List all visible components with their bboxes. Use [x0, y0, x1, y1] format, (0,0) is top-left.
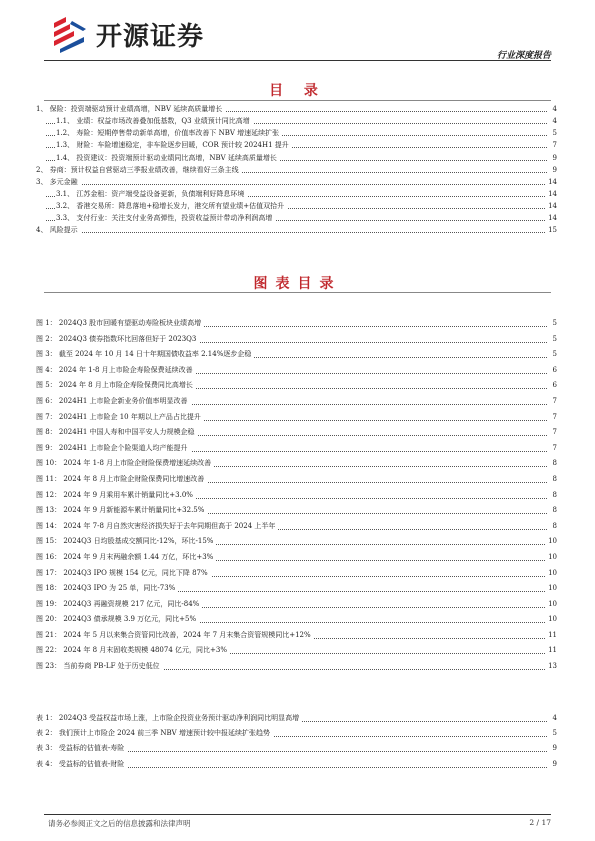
table-entry-page: 5 [550, 726, 557, 741]
header-divider [44, 60, 551, 61]
contents-title: 目 录 [269, 83, 326, 99]
footer-disclaimer: 请务必参阅正文之后的信息披露和法律声明 [48, 819, 191, 828]
figure-entry[interactable] [36, 347, 557, 363]
figure-entry[interactable] [36, 378, 557, 394]
figure-entry-page: 10 [545, 581, 557, 597]
figure-entry-label: 图 3： 截至 2024 年 10 月 14 日十年期国债收益率 2.14%逐步企稳 [36, 347, 254, 363]
figure-entry-page: 7 [550, 394, 557, 410]
figure-entry-label: 图 6： 2024H1 上市险企新业务价值率明显改善 [36, 394, 191, 410]
figure-entry-label: 图 1： 2024Q3 股市回暖有望驱动寿险板块业绩高增 [36, 316, 204, 332]
figure-entry-page: 6 [550, 378, 557, 394]
figure-entry-page: 5 [550, 347, 557, 363]
figure-entry-page: 5 [550, 332, 557, 348]
logo-mark-icon [50, 15, 90, 53]
table-entry-page: 9 [550, 757, 557, 772]
figure-entry[interactable] [36, 472, 557, 488]
figure-entry[interactable] [36, 519, 557, 535]
toc-entry-label: 4、 风险提示 [36, 224, 81, 236]
tables-list [36, 711, 557, 772]
figure-entry-label: 图 9： 2024H1 上市险企个险渠道人均产能提升 [36, 441, 191, 457]
toc-entry-page: 14 [545, 212, 557, 224]
toc-entry[interactable] [36, 200, 557, 212]
figure-entry-label: 图 7： 2024H1 上市险企 10 年期以上产品占比提升 [36, 410, 204, 426]
figure-entry-page: 10 [545, 597, 557, 613]
figure-entry-label: 图 18： 2024Q3 IPO 为 25 单，同比-73% [36, 581, 178, 597]
figure-entry-label: 图 4： 2024 年 1-8 月上市险企寿险保费延续改善 [36, 363, 196, 379]
figure-entry[interactable] [36, 597, 557, 613]
toc-entry-label: 1.2、 寿险：短期停售带动新单高增，价值率改善下 NBV 增速延续扩张 [56, 127, 282, 139]
logo-text: 开源证券 [96, 21, 205, 52]
figure-entry-label: 图 11： 2024 年 8 月上市险企财险保费同比增速改善 [36, 472, 207, 488]
toc-entry-page: 4 [550, 103, 557, 115]
figure-entry[interactable] [36, 643, 557, 659]
toc-entry-page: 15 [545, 224, 557, 236]
toc-entry[interactable] [36, 224, 557, 236]
figure-entry-page: 10 [545, 550, 557, 566]
toc-entry-page: 4 [550, 115, 557, 127]
figure-entry[interactable] [36, 332, 557, 348]
toc-entry[interactable] [36, 139, 557, 151]
toc-entry-page: 7 [550, 139, 557, 151]
toc-entry-page: 14 [545, 200, 557, 212]
figures-list [36, 316, 557, 675]
table-entry[interactable] [36, 711, 557, 726]
figure-entry-page: 10 [545, 534, 557, 550]
footer-divider [44, 814, 551, 815]
figure-entry-page: 11 [545, 628, 557, 644]
toc-entry[interactable] [36, 212, 557, 224]
figure-entry[interactable] [36, 612, 557, 628]
figure-entry-label: 图 19： 2024Q3 再融资规模 217 亿元，同比-84% [36, 597, 202, 613]
figures-title-divider [44, 292, 551, 293]
figures-title: 图表目录 [253, 276, 342, 292]
toc-entry-page: 14 [545, 176, 557, 188]
figure-entry-label: 图 12： 2024 年 9 月乘用车累计销量同比+3.0% [36, 488, 196, 504]
toc-entry[interactable] [36, 115, 557, 127]
toc-entry[interactable] [36, 152, 557, 164]
toc-entry-page: 9 [550, 164, 557, 176]
figure-entry-page: 10 [545, 566, 557, 582]
figure-entry[interactable] [36, 566, 557, 582]
figure-entry[interactable] [36, 394, 557, 410]
figure-entry-page: 8 [550, 488, 557, 504]
toc-entry-page: 14 [545, 188, 557, 200]
figure-entry-label: 图 14： 2024 年 7-8 月自然灾害经济损失好于去年同期但高于 2024 上半年 [36, 519, 278, 535]
toc-entry-label: 1.4、 投资建议：投资端预计驱动业绩同比高增，NBV 延续高质量增长 [56, 152, 280, 164]
figure-entry[interactable] [36, 581, 557, 597]
figure-entry[interactable] [36, 410, 557, 426]
figure-entry[interactable] [36, 503, 557, 519]
toc-entry-label: 3.3、 支付行业：关注支付业务高弹性，投资收益预计带动净利润高增 [56, 212, 275, 224]
figure-entry-label: 图 20： 2024Q3 债承规模 3.9 万亿元，同比+5% [36, 612, 199, 628]
table-entry-label: 表 3： 受益标的估值表-寿险 [36, 741, 127, 756]
toc-entry[interactable] [36, 176, 557, 188]
toc-entry-label: 1.3、 财险：车险增速稳定，非车险逐步回暖，COR 预计较 2024H1 提升 [56, 139, 292, 151]
figure-entry-label: 图 5： 2024 年 8 月上市险企寿险保费同比高增长 [36, 378, 196, 394]
figure-entry[interactable] [36, 456, 557, 472]
figure-entry-page: 10 [545, 612, 557, 628]
figure-entry-page: 8 [550, 519, 557, 535]
toc-entry-label: 3.2、 香港交易所：降息落地+稳增长发力，港交所有望业绩+估值双拾升 [56, 200, 287, 212]
table-entry-label: 表 2： 我们预计上市险企 2024 前三季 NBV 增速预计较中报延续扩张趋势 [36, 726, 273, 741]
toc-entry-page: 5 [550, 127, 557, 139]
contents-list [36, 103, 557, 237]
figure-entry-label: 图 16： 2024 年 9 月末两融余额 1.44 万亿，环比+3% [36, 550, 216, 566]
figure-entry-page: 8 [550, 472, 557, 488]
figure-entry[interactable] [36, 363, 557, 379]
toc-entry-label: 3、 多元金融 [36, 176, 81, 188]
figure-entry[interactable] [36, 628, 557, 644]
table-entry-page: 9 [550, 741, 557, 756]
figure-entry-label: 图 8： 2024H1 中国人寿和中国平安人力规模企稳 [36, 425, 198, 441]
figure-entry[interactable] [36, 441, 557, 457]
figure-entry-page: 7 [550, 410, 557, 426]
figure-entry[interactable] [36, 550, 557, 566]
toc-entry-page: 9 [550, 152, 557, 164]
figure-entry-label: 图 23： 当前券商 PB-LF 处于历史低位 [36, 659, 163, 675]
figure-entry-page: 5 [550, 316, 557, 332]
toc-entry[interactable] [36, 188, 557, 200]
figure-entry-label: 图 22： 2024 年 8 月末固收类规模 48074 亿元，同比+3% [36, 643, 230, 659]
table-entry-label: 表 4： 受益标的估值表-财险 [36, 757, 127, 772]
figure-entry[interactable] [36, 659, 557, 675]
figure-entry[interactable] [36, 316, 557, 332]
figure-entry-page: 11 [545, 643, 557, 659]
figure-entry-page: 13 [545, 659, 557, 675]
figure-entry-label: 图 17： 2024Q3 IPO 规模 154 亿元，同比下降 87% [36, 566, 211, 582]
figure-entry[interactable] [36, 534, 557, 550]
toc-entry-label: 1、 保险：投资端驱动预计业绩高增，NBV 延续高质量增长 [36, 103, 225, 115]
page-number: 2 / 17 [529, 818, 551, 827]
figure-entry[interactable] [36, 488, 557, 504]
figure-entry-page: 7 [550, 441, 557, 457]
table-entry-label: 表 1： 2024Q3 受益权益市场上涨，上市险企投资业务预计驱动净利润同比明显高增 [36, 711, 302, 726]
figure-entry-page: 6 [550, 363, 557, 379]
figure-entry-label: 图 15： 2024Q3 日均股基成交额同比-12%，环比-15% [36, 534, 216, 550]
figure-entry-page: 8 [550, 503, 557, 519]
figure-entry-label: 图 10： 2024 年 1-8 月上市险企财险保费增速延续改善 [36, 456, 214, 472]
figure-entry[interactable] [36, 425, 557, 441]
figure-entry-label: 图 2： 2024Q3 债券指数环比回落但好于 2023Q3 [36, 332, 199, 348]
report-type-label: 行业深度报告 [496, 51, 551, 61]
toc-entry[interactable] [36, 164, 557, 176]
table-entry[interactable] [36, 726, 557, 741]
toc-entry[interactable] [36, 127, 557, 139]
dot-leader [46, 184, 547, 185]
toc-entry-label: 1.1、 业绩：权益市场改善叠加低基数，Q3 业绩预计同比高增 [56, 115, 253, 127]
toc-entry-label: 2、 券商：预计权益自营驱动三季报业绩改善，继续看好三条主线 [36, 164, 242, 176]
table-entry-page: 4 [550, 711, 557, 726]
contents-title-divider [44, 100, 551, 101]
dot-leader [46, 232, 547, 233]
table-entry[interactable] [36, 757, 557, 772]
figure-entry-page: 8 [550, 456, 557, 472]
toc-entry-label: 3.1、 江苏金租：资产端受益设备更新，负债端利好降息环境 [56, 188, 247, 200]
figure-entry-page: 7 [550, 425, 557, 441]
figure-entry-label: 图 21： 2024 年 5 月以来集合资管同比改善，2024 年 7 月末集合资管规模同比+12% [36, 628, 314, 644]
figure-entry-label: 图 13： 2024 年 9 月新能源车累计销量同比+32.5% [36, 503, 207, 519]
table-entry[interactable] [36, 741, 557, 756]
toc-entry[interactable] [36, 103, 557, 115]
company-logo [50, 14, 204, 54]
